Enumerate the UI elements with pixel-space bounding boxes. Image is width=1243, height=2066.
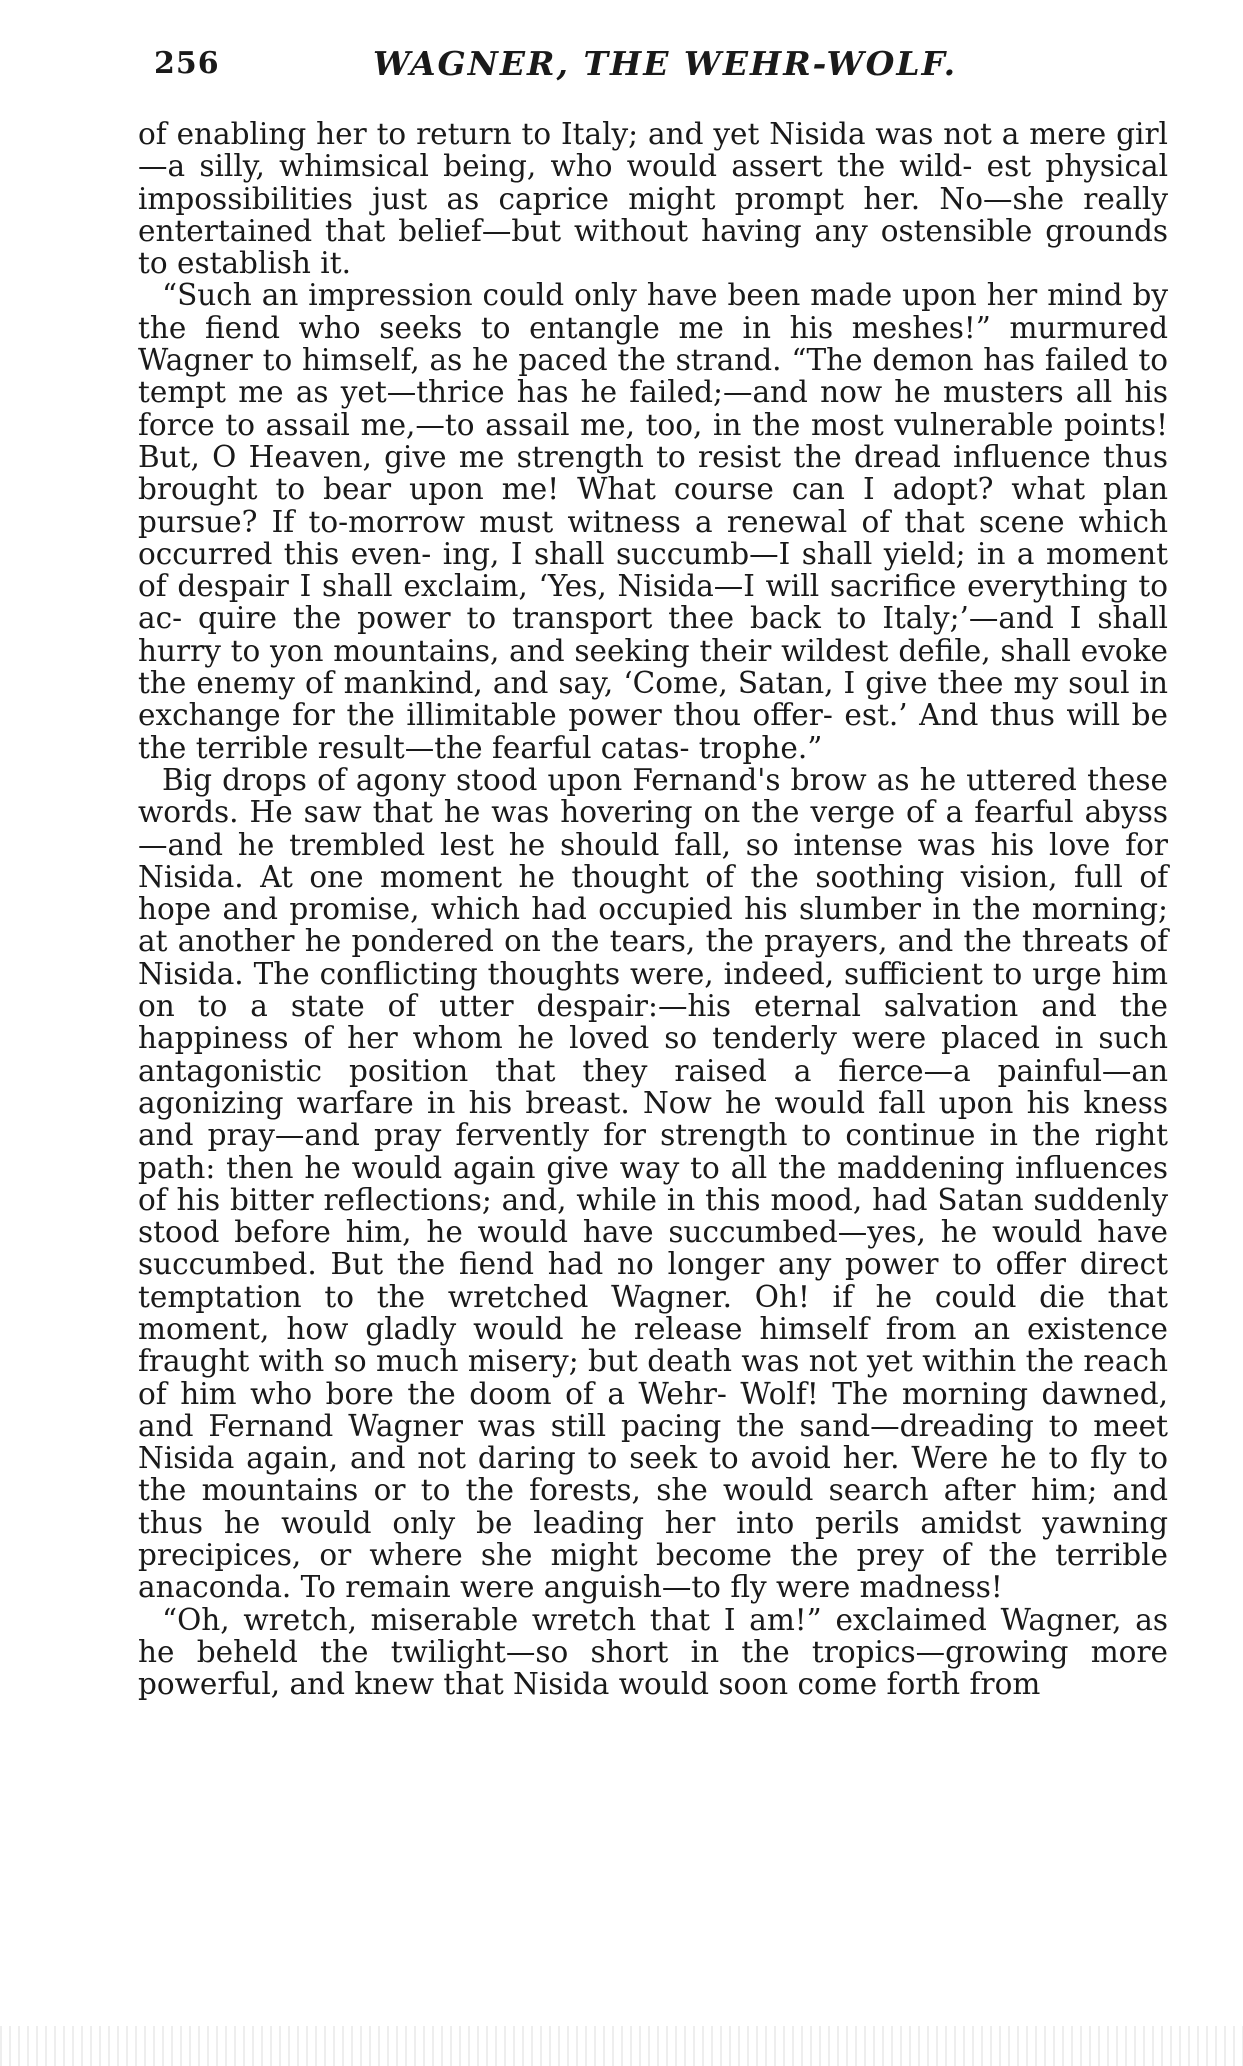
book-page: [138, 40, 1168, 1701]
running-title: WAGNER, THE WEHR-WOLF.: [373, 44, 958, 83]
paragraph-4: “Oh, wretch, miserable wretch that I am!” exclaimed Wagner, as he beheld the twilight—so short in the tropics—growing more powerful, and knew that Nisida would soon come forth from: [138, 1602, 1168, 1702]
scan-edge-noise: [0, 2026, 1243, 2066]
paragraph-3: Big drops of agony stood upon Fernand's brow as he uttered these words. He saw that he was hovering on the verge of a fearful abyss—and he trembled lest he should fall, so intense was his love for Nisida. At one moment he thought of the soothing vision, full of hope and promise, which had occupied his slumber in the morning; at another he pondered on the tears, the prayers, and the threats of Nisida. The conflicting thoughts were, indeed, sufficient to urge him on to a state of utter despair:—his eternal salvation and the happiness of her whom he loved so tenderly were placed in such antagonistic position that they raised a fierce—a painful—an agonizing warfare in his breast. Now he would fall upon his kness and pray—and pray fervently for strength to continue in the right path: then he would again give way to all the maddening influences of his bitter reflections; and, while in this mood, had Satan suddenly stood before him, he would have succumbed—yes, he would have succumbed. But the fiend had no longer any power to offer direct temptation to the wretched Wagner. Oh! if he could die that moment, how gladly would he release himself from an existence fraught with so much misery; but death was not yet within the reach of him who bore the doom of a Wehr- Wolf! The morning dawned, and Fernand Wagner was still pacing the sand—dreading to meet Nisida again, and not daring to seek to avoid her. Were he to fly to the mountains or to the forests, she would search after him; and thus he would only be leading her into perils amidst yawning precipices, or where she might become the prey of the terrible anaconda. To remain were anguish—to fly were madness!: [138, 762, 1168, 1605]
body-text: [138, 118, 1168, 1701]
running-head: [138, 40, 1168, 96]
page-number: 256: [154, 46, 220, 81]
paragraph-1: of enabling her to return to Italy; and yet Nisida was not a mere girl—a silly, whimsical being, who would assert the wild- est physical impossibilities just as caprice might prompt her. No—she really entertained that belief—but without having any ostensible grounds to establish it.: [138, 117, 1168, 281]
paragraph-2: “Such an impression could only have been made upon her mind by the fiend who seeks to entangle me in his meshes!” murmured Wagner to himself, as he paced the strand. “The demon has failed to tempt me as yet—thrice has he failed;—and now he musters all his force to assail me,—to assail me, too, in the most vulnerable points! But, O Heaven, give me strength to resist the dread influence thus brought to bear upon me! What course can I adopt? what plan pursue? If to-morrow must witness a renewal of that scene which occurred this even- ing, I shall succumb—I shall yield; in a moment of despair I shall exclaim, ‘Yes, Nisida—I will sacrifice everything to ac- quire the power to transport thee back to Italy;’—and I shall hurry to yon mountains, and seeking their wildest defile, shall evoke the enemy of mankind, and say, ‘Come, Satan, I give thee my soul in exchange for the illimitable power thou offer- est.’ And thus will be the terrible result—the fearful catas- trophe.”: [138, 278, 1168, 765]
